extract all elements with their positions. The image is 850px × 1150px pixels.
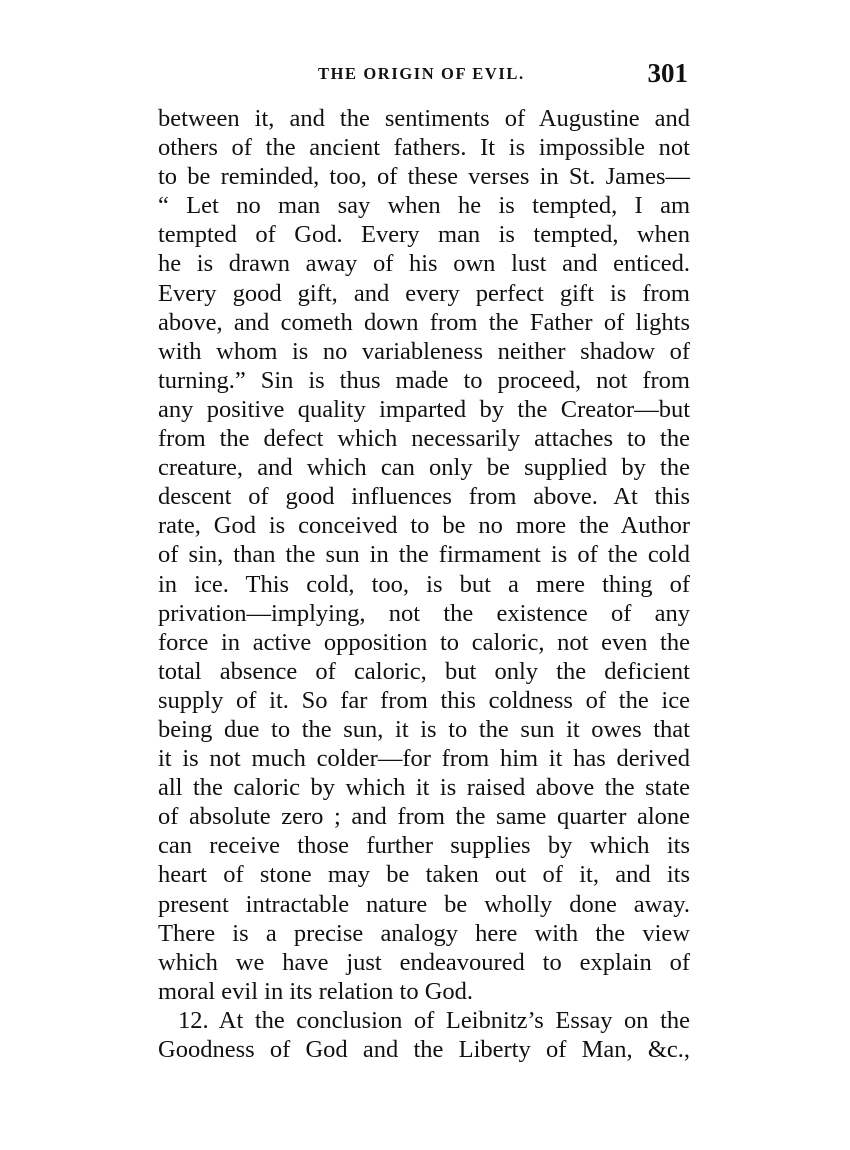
text-line: of sin, than the sun in the firmament is of the cold: [158, 541, 690, 569]
text-line: present intractable nature be wholly done away.: [158, 890, 690, 918]
text-line: supply of it. So far from this coldness of the ice: [158, 686, 690, 714]
page-number: 301: [647, 58, 688, 88]
paragraph-start-line: 12. At the conclusion of Leibnitz’s Essay on the: [178, 1006, 690, 1034]
text-line: to be reminded, too, of these verses in St. James—: [158, 163, 690, 191]
text-line: any positive quality imparted by the Creator—but: [158, 395, 690, 423]
text-line: can receive those further supplies by which its: [158, 832, 690, 860]
text-line: in ice. This cold, too, is but a mere thing of: [158, 570, 690, 598]
text-line: Goodness of God and the Liberty of Man, &c.,: [158, 1036, 690, 1063]
running-head: [158, 58, 690, 92]
text-line: he is drawn away of his own lust and enticed.: [158, 250, 690, 278]
text-line: from the defect which necessarily attaches to the: [158, 425, 690, 453]
text-line: descent of good influences from above. At this: [158, 483, 690, 511]
text-line: total absence of caloric, but only the deficient: [158, 657, 690, 685]
text-line: between it, and the sentiments of Augustine and: [158, 105, 690, 132]
text-line: Every good gift, and every perfect gift is from: [158, 279, 690, 307]
text-line: all the caloric by which it is raised above the state: [158, 774, 690, 802]
text-line: rate, God is conceived to be no more the Author: [158, 512, 690, 540]
text-line: tempted of God. Every man is tempted, when: [158, 221, 690, 249]
text-line: being due to the sun, it is to the sun it owes that: [158, 715, 690, 743]
paragraph-end-line: moral evil in its relation to God.: [158, 977, 474, 1005]
text-line: others of the ancient fathers. It is impossible not: [158, 134, 690, 162]
text-line: turning.” Sin is thus made to proceed, not from: [158, 366, 690, 394]
text-line: heart of stone may be taken out of it, and its: [158, 861, 690, 889]
text-line: which we have just endeavoured to explain of: [158, 948, 690, 976]
text-line: “ Let no man say when he is tempted, I am: [158, 192, 690, 220]
running-head-title: THE ORIGIN OF EVIL.: [318, 64, 525, 83]
text-line: force in active opposition to caloric, not even the: [158, 628, 690, 656]
text-line: with whom is no variableness neither shadow of: [158, 337, 690, 365]
body-text: [158, 104, 690, 1064]
text-line: it is not much colder—for from him it has derived: [158, 745, 690, 773]
text-line: of absolute zero ; and from the same quarter alone: [158, 803, 690, 831]
text-line: privation—implying, not the existence of any: [158, 599, 690, 627]
text-line: above, and cometh down from the Father of lights: [158, 308, 690, 336]
text-line: creature, and which can only be supplied by the: [158, 454, 690, 482]
text-line: There is a precise analogy here with the view: [158, 919, 690, 947]
